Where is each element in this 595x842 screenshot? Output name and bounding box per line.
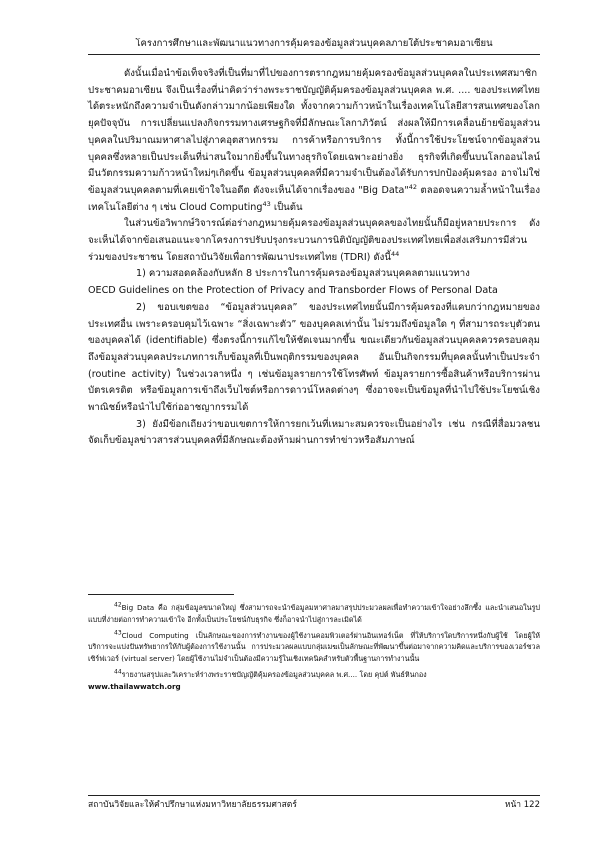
oecd-guidelines-title: OECD Guidelines on the Protection of Privacy and Transborder Flows of Personal Data (88, 285, 498, 297)
list-item-2-text: “ข้อมูลส่วนบุคคล” ของประเทศไทยนั้นมีการคุ้มครองที่แคบกว่ากฎหมายของประเทศอื่น เพราะครอบคุมไว้เฉพาะ “สิ่งเฉพาะตัว” ของบุคคลเท่านั้น ไม่รวมถึงข้อมูลใด ๆ ที่สามารถระบุตัวตนของบุคคลได้ (identifiable) ซึ่งตรงนี้การแก้ไขให้ชัดเจนมากขึ้น ขณะเดียวกันข้อมูลส่วนบุคคลควรครอบคลุมถึงข้อมูลส่วนบุคคลประเภทการเก็บข้อมูลที่เป็นพฤติกรรมของบุคคล อันเป็นกิจกรรมที่บุคคลนั้นทำเป็นประจำ (routine activity) ในช่วงเวลาหนึ่ง ๆ เช่นข้อมูลรายการใช้โทรศัพท์ ข้อมูลรายการซื้อสินค้าหรือบริการผ่านบัตรเครดิต หรือข้อมูลการเข้าถึงเว็บไซต์หรือการดาวน์โหลดต่างๆ ซึ่งอาจจะเป็นข้อมูลที่นำไปใช้ประโยชน์เชิงพาณิชย์หรือนำไปใช้ก่ออาชญากรรมได้ (88, 301, 540, 414)
list-item-3 (88, 417, 540, 450)
footnote-number: 43 (114, 629, 122, 637)
footnote-number: 44 (114, 668, 122, 676)
footnote-42 (88, 602, 540, 626)
page-number: หน้า 122 (504, 800, 540, 810)
list-item-1 (88, 266, 540, 283)
list-item-1-continuation (88, 283, 540, 300)
footnote-ref-44[interactable]: 44 (390, 249, 400, 258)
footnote-43 (88, 630, 540, 665)
footnote-number: 42 (114, 601, 122, 609)
footnote-source-link[interactable]: www.thailawwatch.org (88, 681, 181, 691)
running-header (88, 38, 540, 55)
footer-institution: สถาบันวิจัยและให้คำปรึกษาแห่งมหาวิทยาลัยธรรมศาสตร์ (88, 800, 297, 810)
paragraph-1-text-c: เป็นต้น (270, 201, 303, 213)
footnote-text: รายงานสรุปและวิเคราะห์ร่างพระราชบัญญัติคุ้มครองข้อมูลส่วนบุคคล พ.ศ.... โดย คุปต์ พันธ์หินกอง (121, 669, 427, 679)
list-item-1-text: 1) ความสอดคล้องกับหลัก 8 ประการในการคุ้มครองข้อมูลส่วนบุคคลตามแนวทาง (136, 268, 470, 280)
paragraph-2-text: ในส่วนข้อวิพากษ์วิจารณ์ต่อร่างกฎหมายคุ้มครองข้อมูลส่วนบุคคลของไทยนั้นก็มีอยู่หลายประการ ดังจะเห็นได้จากข้อเสนอแนะจากโครงการปรับปรุงกระบวนการนิติบัญญัติของประเทศไทยเพื่อส่งเสริมการมีส่วนร่วมของประชาชน โดยสถาบันวิจัยเพื่อการพัฒนาประเทศไทย (TDRI) ดังนี้ (88, 218, 540, 263)
footnotes (88, 602, 540, 693)
list-item-2-label: 2) ขอบเขตของ (136, 301, 209, 313)
paragraph-1 (88, 66, 540, 216)
footnote-separator (88, 594, 234, 595)
paragraph-2 (88, 216, 540, 266)
paragraph-1-text-b: ตลอดจนความล้ำหน้าในเรื่องเทคโนโลยีต่าง ๆ เช่น Cloud Computing (88, 184, 540, 213)
list-item-2 (88, 300, 540, 417)
body-text (88, 66, 540, 450)
footnote-44 (88, 669, 540, 681)
footnote-ref-42[interactable]: 42 (408, 182, 418, 191)
footnote-text: Cloud Computing เป็นลักษณะของการทำงานของผู้ใช้งานคอมพิวเตอร์ผ่านอินเทอร์เน็ต ที่ให้บริการใดบริการหนึ่งกับผู้ใช้ โดยผู้ให้บริการจะแบ่งปันทรัพยากรให้กับผู้ต้องการใช้งานนั้น การประมวลผลแบบกลุ่มเมฆเป็นลักษณะที่พัฒนาขึ้นต่อมาจากความคิดและบริการของเวอร์ชวลเซิร์ฟเวอร์ (virtual server) โดยผู้ใช้งานไม่จำเป็นต้องมีความรู้ในเชิงเทคนิคสำหรับตัวพื้นฐานการทำงานนั้น (88, 630, 540, 664)
footnote-ref-43[interactable]: 43 (262, 199, 271, 208)
paragraph-1-text: ดังนั้นเมื่อนำข้อเท็จจริงที่เป็นที่มาที่ไปของการตรากฎหมายคุ้มครองข้อมูลส่วนบุคคลในประเทศสมาชิกประชาคมอาเซียน จึงเป็นเรื่องที่น่าคิดว่าร่างพระราชบัญญัติคุ้มครองข้อมูลส่วนบุคคล พ.ศ. .... ของประเทศไทยได้ตระหนักถึงความจำเป็นดังกล่าวมากน้อยเพียงใด ทั้งจากความก้าวหน้าในเรื่องเทคโนโลยีสารสนเทศของโลกยุคปัจจุบัน การเปลี่ยนแปลงกิจกรรมทางเศรษฐกิจที่มีลักษณะโลกาภิวัตน์ ส่งผลให้มีการเคลื่อนย้ายข้อมูลส่วนบุคคลในปริมาณมหาศาลไปสู่ภาคอุตสาหกรรม การค้าหรือการบริการ ทั้งนี้การใช้ประโยชน์จากข้อมูลส่วนบุคคลซึ่งหลายเป็นประเด็นที่น่าสนใจมากยิ่งขึ้นในทางธุรกิจโดยเฉพาะอย่างยิ่ง ธุรกิจที่เกิดขึ้นบนโลกออนไลน์ มีนวัตกรรมความก้าวหน้าใหม่ๆเกิดขึ้น ข้อมูลส่วนบุคคลที่มีความจำเป็นต้องได้รับการปกป้องคุ้มครอง อาจไม่ใช่ข้อมูลส่วนบุคคลตามที่เคยเข้าใจในอดีต ดังจะเห็นได้จากเรื่องของ "Big Data" (88, 68, 540, 196)
footnote-text: Big Data คือ กลุ่มข้อมูลขนาดใหญ่ ซึ่งสามารถจะนำข้อมูลมหาศาลมาสรุปประมวลผลเพื่อทำความเข้าใจอย่างลึกซึ้ง และนำเสนอในรูปแบบที่ง่ายต่อการทำความเข้าใจ อีกทั้งเป็นประโยชน์กับธุรกิจ ซึ่งก็อาจนำไปสู่การละเมิดได้ (88, 603, 540, 624)
page-footer (88, 795, 540, 811)
list-item-3-text: 3) ยังมีข้อกเถียงว่าขอบเขตการให้การยกเว้นที่เหมาะสมควรจะเป็นอย่างไร เช่น กรณีที่สื่อมวลชนจัดเก็บข้อมูลข่าวสารส่วนบุคคลที่มีลักษณะต้องห้ามผ่านการทำข่าวหรือสัมภาษณ์ (88, 418, 540, 447)
header-title: โครงการศึกษาและพัฒนาแนวทางการคุ้มครองข้อมูลส่วนบุคคลภายใต้ประชาคมอาเซียน (135, 38, 493, 49)
